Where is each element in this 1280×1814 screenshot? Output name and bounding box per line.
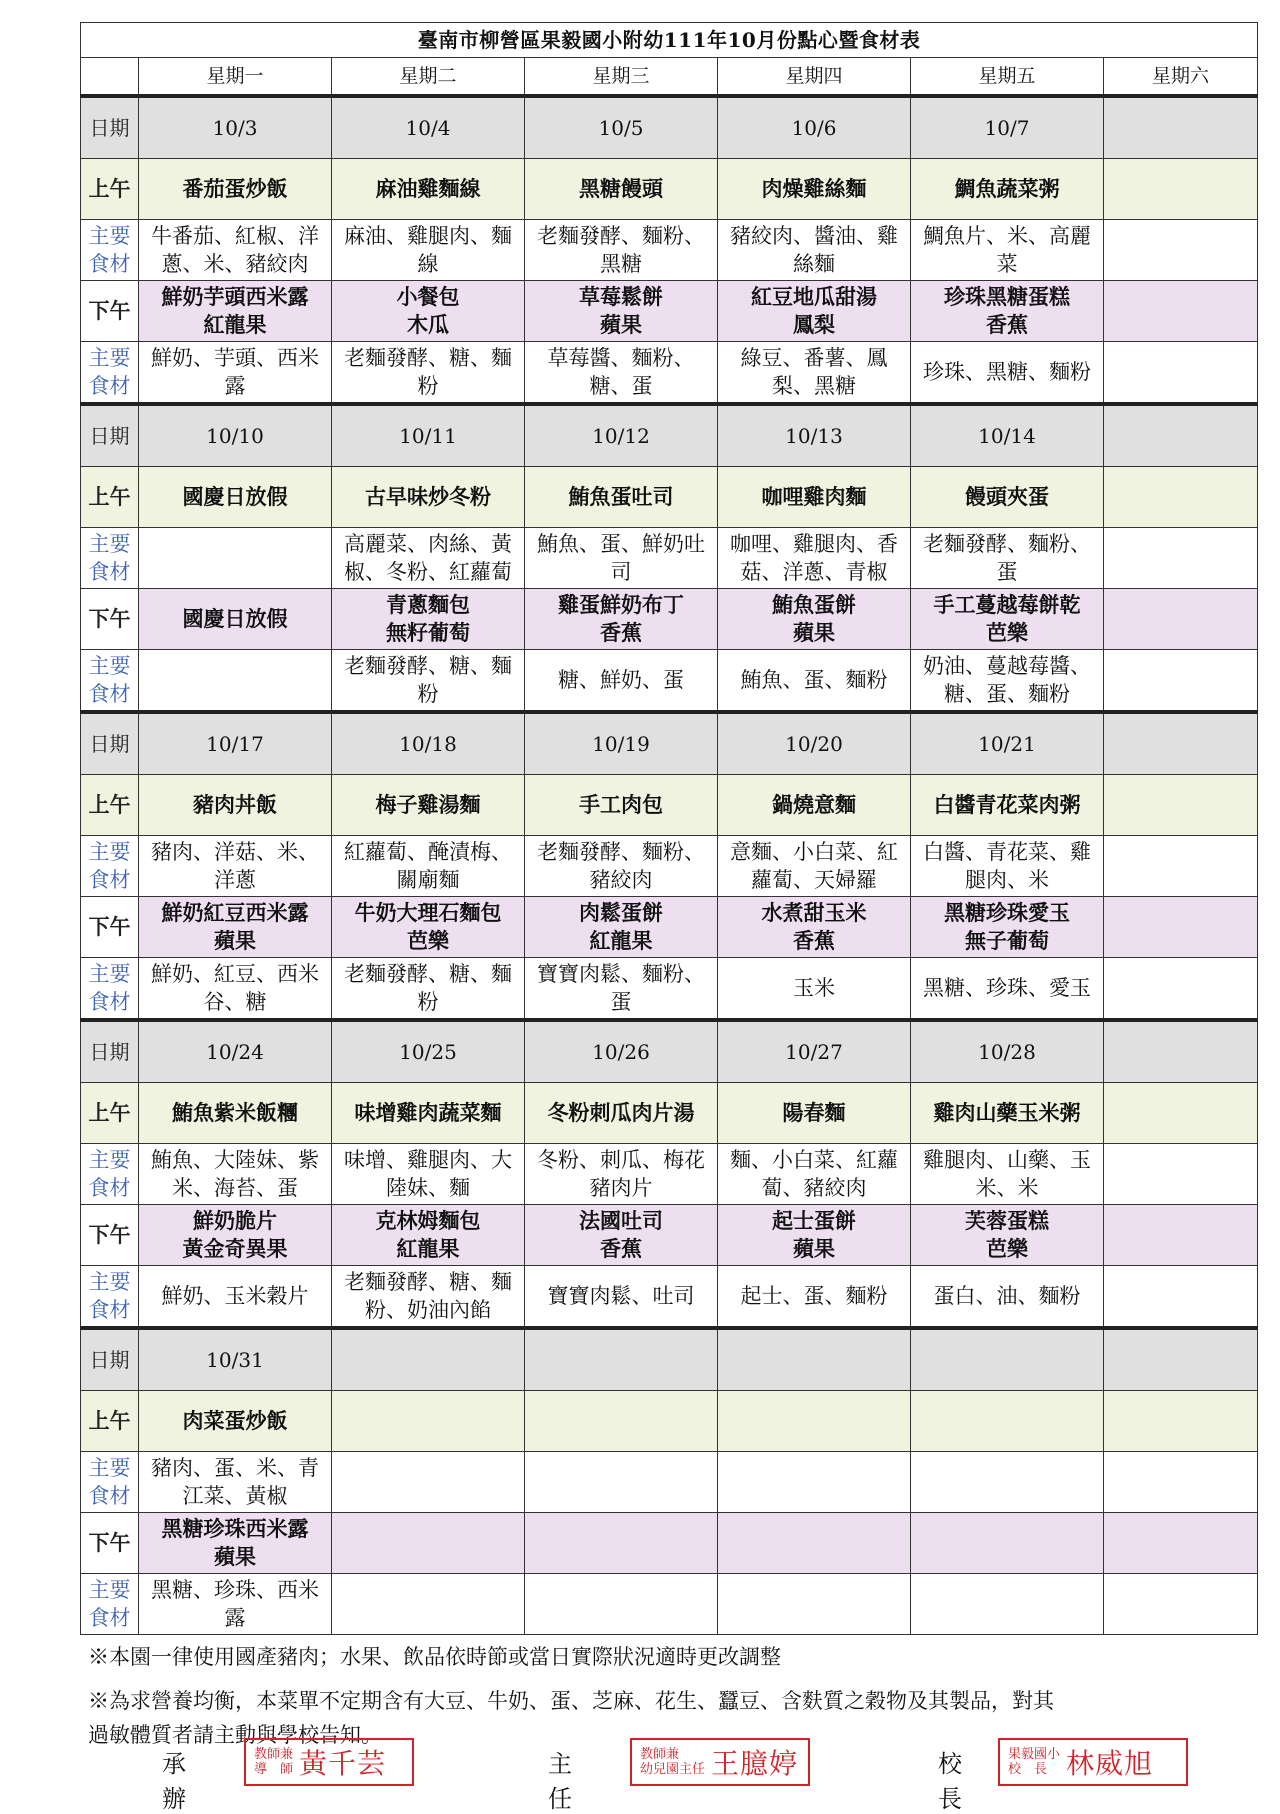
afternoon-ingredients-row <box>81 1574 1258 1635</box>
row-label-date: 日期 <box>81 1020 139 1083</box>
row-label-ingredients: 主要 食材 <box>81 958 139 1021</box>
row-label-date: 日期 <box>81 404 139 467</box>
ingredients-cell <box>1104 528 1258 589</box>
morning-snack-cell: 豬肉丼飯 <box>139 775 332 836</box>
date-cell <box>1104 1328 1258 1391</box>
date-cell: 10/3 <box>139 96 332 159</box>
morning-snack-cell: 咖哩雞肉麵 <box>718 467 911 528</box>
date-row <box>81 712 1258 775</box>
ingredients-cell: 草莓醬、麵粉、 糖、蛋 <box>525 342 718 405</box>
row-label-date: 日期 <box>81 1328 139 1391</box>
ingredients-cell: 牛番茄、紅椒、洋 蔥、米、豬絞肉 <box>139 220 332 281</box>
principal-seal: 果毅國小 校 長 林威旭 <box>998 1738 1188 1786</box>
ingredients-cell: 麵、小白菜、紅蘿 蔔、豬絞肉 <box>718 1144 911 1205</box>
morning-snack-cell <box>525 1391 718 1452</box>
afternoon-snack-cell <box>525 1513 718 1574</box>
afternoon-snack-cell: 黑糖珍珠愛玉 無子葡萄 <box>911 897 1104 958</box>
row-label-am: 上午 <box>81 1083 139 1144</box>
afternoon-snack-cell: 紅豆地瓜甜湯 鳳梨 <box>718 281 911 342</box>
ingredients-cell: 老麵發酵、麵粉、 豬絞肉 <box>525 836 718 897</box>
menu-notes <box>88 1640 1263 1752</box>
afternoon-snack-row <box>81 589 1258 650</box>
date-row <box>81 404 1258 467</box>
ingredients-cell <box>911 1452 1104 1513</box>
morning-snack-row <box>81 775 1258 836</box>
date-cell: 10/25 <box>332 1020 525 1083</box>
afternoon-snack-cell: 鮮奶脆片 黃金奇異果 <box>139 1205 332 1266</box>
ingredients-cell: 白醬、青花菜、雞 腿肉、米 <box>911 836 1104 897</box>
afternoon-snack-row <box>81 281 1258 342</box>
ingredients-cell <box>718 1452 911 1513</box>
signature-label: 校長 <box>938 1750 962 1813</box>
weekday-header: 星期五 <box>911 58 1104 97</box>
ingredients-cell: 鮪魚、大陸妹、紫 米、海苔、蛋 <box>139 1144 332 1205</box>
afternoon-snack-cell <box>911 1513 1104 1574</box>
morning-snack-row <box>81 159 1258 220</box>
snack-menu-table <box>80 22 1258 1635</box>
ingredients-cell: 豬肉、洋菇、米、 洋蔥 <box>139 836 332 897</box>
date-cell: 10/18 <box>332 712 525 775</box>
ingredients-cell <box>332 1452 525 1513</box>
weekday-header: 星期三 <box>525 58 718 97</box>
ingredients-cell: 冬粉、刺瓜、梅花 豬肉片 <box>525 1144 718 1205</box>
morning-snack-cell: 國慶日放假 <box>139 467 332 528</box>
note-allergen-cont: 過敏體質者請主動與學校告知。 <box>88 1723 382 1747</box>
morning-snack-cell <box>332 1391 525 1452</box>
ingredients-cell <box>1104 836 1258 897</box>
ingredients-cell: 意麵、小白菜、紅 蘿蔔、天婦羅 <box>718 836 911 897</box>
ingredients-cell: 鮪魚、蛋、麵粉 <box>718 650 911 713</box>
ingredients-cell: 老麵發酵、糖、麵 粉 <box>332 342 525 405</box>
afternoon-snack-cell: 黑糖珍珠西米露 蘋果 <box>139 1513 332 1574</box>
morning-snack-cell: 梅子雞湯麵 <box>332 775 525 836</box>
date-cell <box>332 1328 525 1391</box>
date-cell: 10/10 <box>139 404 332 467</box>
row-label-pm: 下午 <box>81 1205 139 1266</box>
ingredients-cell: 老麵發酵、糖、麵 粉 <box>332 650 525 713</box>
afternoon-snack-row <box>81 897 1258 958</box>
ingredients-cell: 高麗菜、肉絲、黃 椒、冬粉、紅蘿蔔 <box>332 528 525 589</box>
weekday-header: 星期一 <box>139 58 332 97</box>
ingredients-cell: 鮪魚、蛋、鮮奶吐 司 <box>525 528 718 589</box>
date-cell: 10/31 <box>139 1328 332 1391</box>
date-cell: 10/26 <box>525 1020 718 1083</box>
menu-title: 臺南市柳營區果毅國小附幼111年10月份點心暨食材表 <box>81 23 1258 58</box>
ingredients-cell <box>1104 650 1258 713</box>
date-row <box>81 1328 1258 1391</box>
date-cell <box>525 1328 718 1391</box>
afternoon-snack-cell: 芙蓉蛋糕 芭樂 <box>911 1205 1104 1266</box>
row-label-am: 上午 <box>81 775 139 836</box>
morning-ingredients-row <box>81 220 1258 281</box>
afternoon-ingredients-row <box>81 342 1258 405</box>
morning-snack-cell <box>1104 1391 1258 1452</box>
afternoon-snack-cell: 草莓鬆餅 蘋果 <box>525 281 718 342</box>
header-corner <box>81 58 139 97</box>
morning-snack-cell <box>718 1391 911 1452</box>
afternoon-snack-cell: 肉鬆蛋餅 紅龍果 <box>525 897 718 958</box>
row-label-date: 日期 <box>81 96 139 159</box>
ingredients-cell: 豬絞肉、醬油、雞 絲麵 <box>718 220 911 281</box>
morning-snack-cell: 饅頭夾蛋 <box>911 467 1104 528</box>
weekday-header: 星期六 <box>1104 58 1258 97</box>
date-cell: 10/21 <box>911 712 1104 775</box>
ingredients-cell <box>718 1574 911 1635</box>
afternoon-snack-cell: 水煮甜玉米 香蕉 <box>718 897 911 958</box>
row-label-am: 上午 <box>81 159 139 220</box>
morning-ingredients-row <box>81 1452 1258 1513</box>
afternoon-ingredients-row <box>81 1266 1258 1329</box>
afternoon-snack-cell <box>1104 589 1258 650</box>
row-label-ingredients: 主要 食材 <box>81 1574 139 1635</box>
row-label-am: 上午 <box>81 467 139 528</box>
ingredients-cell: 寶寶肉鬆、麵粉、 蛋 <box>525 958 718 1021</box>
ingredients-cell: 老麵發酵、糖、麵 粉 <box>332 958 525 1021</box>
ingredients-cell: 蛋白、油、麵粉 <box>911 1266 1104 1329</box>
weekday-header: 星期二 <box>332 58 525 97</box>
ingredients-cell: 鮮奶、玉米穀片 <box>139 1266 332 1329</box>
note-pork: ※本園一律使用國產豬肉；水果、飲品依時節或當日實際狀況適時更改調整 <box>88 1645 781 1669</box>
ingredients-cell: 老麵發酵、麵粉、 黑糖 <box>525 220 718 281</box>
ingredients-cell <box>1104 958 1258 1021</box>
date-cell: 10/7 <box>911 96 1104 159</box>
morning-snack-cell <box>1104 467 1258 528</box>
afternoon-snack-cell <box>1104 281 1258 342</box>
afternoon-ingredients-row <box>81 650 1258 713</box>
row-label-ingredients: 主要 食材 <box>81 342 139 405</box>
ingredients-cell <box>911 1574 1104 1635</box>
ingredients-cell: 味增、雞腿肉、大 陸妹、麵 <box>332 1144 525 1205</box>
afternoon-snack-cell <box>1104 1513 1258 1574</box>
afternoon-snack-cell: 牛奶大理石麵包 芭樂 <box>332 897 525 958</box>
afternoon-snack-cell <box>1104 897 1258 958</box>
ingredients-cell: 老麵發酵、麵粉、 蛋 <box>911 528 1104 589</box>
note-allergen: ※為求營養均衡，本菜單不定期含有大豆、牛奶、蛋、芝麻、花生、蠶豆、含麩質之穀物及其製品，對其 <box>88 1689 1054 1713</box>
row-label-pm: 下午 <box>81 897 139 958</box>
row-label-date: 日期 <box>81 712 139 775</box>
ingredients-cell <box>139 650 332 713</box>
ingredients-cell: 麻油、雞腿肉、麵 線 <box>332 220 525 281</box>
afternoon-snack-row <box>81 1205 1258 1266</box>
row-label-ingredients: 主要 食材 <box>81 220 139 281</box>
weekday-header: 星期四 <box>718 58 911 97</box>
morning-snack-cell: 雞肉山藥玉米粥 <box>911 1083 1104 1144</box>
row-label-ingredients: 主要 食材 <box>81 836 139 897</box>
morning-snack-cell: 陽春麵 <box>718 1083 911 1144</box>
row-label-am: 上午 <box>81 1391 139 1452</box>
afternoon-snack-cell: 青蔥麵包 無籽葡萄 <box>332 589 525 650</box>
ingredients-cell <box>332 1574 525 1635</box>
morning-snack-row <box>81 467 1258 528</box>
morning-snack-cell: 鯛魚蔬菜粥 <box>911 159 1104 220</box>
afternoon-snack-cell: 法國吐司 香蕉 <box>525 1205 718 1266</box>
ingredients-cell <box>1104 1574 1258 1635</box>
morning-snack-cell: 冬粉刺瓜肉片湯 <box>525 1083 718 1144</box>
afternoon-snack-cell: 小餐包 木瓜 <box>332 281 525 342</box>
morning-snack-row <box>81 1391 1258 1452</box>
date-cell: 10/14 <box>911 404 1104 467</box>
date-cell <box>1104 712 1258 775</box>
row-label-ingredients: 主要 食材 <box>81 1452 139 1513</box>
director-seal: 教師兼 幼兒園主任 王臆婷 <box>630 1738 810 1786</box>
ingredients-cell: 鮮奶、芋頭、西米 露 <box>139 342 332 405</box>
date-cell: 10/17 <box>139 712 332 775</box>
afternoon-snack-cell: 起士蛋餅 蘋果 <box>718 1205 911 1266</box>
ingredients-cell: 黑糖、珍珠、西米 露 <box>139 1574 332 1635</box>
ingredients-cell <box>1104 1144 1258 1205</box>
row-label-ingredients: 主要 食材 <box>81 528 139 589</box>
row-label-ingredients: 主要 食材 <box>81 650 139 713</box>
morning-snack-cell <box>1104 159 1258 220</box>
weekday-header-row <box>81 58 1258 97</box>
morning-snack-cell: 白醬青花菜肉粥 <box>911 775 1104 836</box>
ingredients-cell <box>525 1574 718 1635</box>
date-cell <box>718 1328 911 1391</box>
morning-snack-row <box>81 1083 1258 1144</box>
morning-snack-cell: 肉菜蛋炒飯 <box>139 1391 332 1452</box>
morning-ingredients-row <box>81 528 1258 589</box>
morning-ingredients-row <box>81 836 1258 897</box>
afternoon-snack-cell: 雞蛋鮮奶布丁 香蕉 <box>525 589 718 650</box>
afternoon-snack-cell: 鮮奶芋頭西米露 紅龍果 <box>139 281 332 342</box>
afternoon-snack-cell <box>718 1513 911 1574</box>
date-cell: 10/24 <box>139 1020 332 1083</box>
ingredients-cell <box>1104 342 1258 405</box>
date-cell <box>1104 96 1258 159</box>
afternoon-snack-cell: 鮪魚蛋餅 蘋果 <box>718 589 911 650</box>
ingredients-cell <box>139 528 332 589</box>
afternoon-snack-cell: 克林姆麵包 紅龍果 <box>332 1205 525 1266</box>
morning-snack-cell: 麻油雞麵線 <box>332 159 525 220</box>
afternoon-snack-cell <box>1104 1205 1258 1266</box>
date-cell: 10/27 <box>718 1020 911 1083</box>
ingredients-cell: 寶寶肉鬆、吐司 <box>525 1266 718 1329</box>
afternoon-snack-cell: 珍珠黑糖蛋糕 香蕉 <box>911 281 1104 342</box>
date-row <box>81 1020 1258 1083</box>
ingredients-cell: 糖、鮮奶、蛋 <box>525 650 718 713</box>
date-cell <box>1104 404 1258 467</box>
row-label-pm: 下午 <box>81 1513 139 1574</box>
morning-snack-cell: 黑糖饅頭 <box>525 159 718 220</box>
ingredients-cell: 起士、蛋、麵粉 <box>718 1266 911 1329</box>
signature-label: 主任 <box>548 1750 572 1813</box>
afternoon-snack-row <box>81 1513 1258 1574</box>
date-cell: 10/12 <box>525 404 718 467</box>
date-cell <box>1104 1020 1258 1083</box>
ingredients-cell: 老麵發酵、糖、麵 粉、奶油內餡 <box>332 1266 525 1329</box>
date-cell: 10/5 <box>525 96 718 159</box>
ingredients-cell: 鮮奶、紅豆、西米 谷、糖 <box>139 958 332 1021</box>
ingredients-cell <box>1104 1452 1258 1513</box>
ingredients-cell: 奶油、蔓越莓醬、 糖、蛋、麵粉 <box>911 650 1104 713</box>
ingredients-cell: 綠豆、番薯、鳳 梨、黑糖 <box>718 342 911 405</box>
morning-snack-cell: 番茄蛋炒飯 <box>139 159 332 220</box>
morning-snack-cell: 肉燥雞絲麵 <box>718 159 911 220</box>
afternoon-snack-cell: 國慶日放假 <box>139 589 332 650</box>
row-label-ingredients: 主要 食材 <box>81 1266 139 1329</box>
date-cell: 10/28 <box>911 1020 1104 1083</box>
morning-snack-cell <box>1104 775 1258 836</box>
afternoon-ingredients-row <box>81 958 1258 1021</box>
morning-snack-cell: 鮪魚紫米飯糰 <box>139 1083 332 1144</box>
ingredients-cell: 雞腿肉、山藥、玉 米、米 <box>911 1144 1104 1205</box>
ingredients-cell <box>1104 220 1258 281</box>
afternoon-snack-cell <box>332 1513 525 1574</box>
row-label-ingredients: 主要 食材 <box>81 1144 139 1205</box>
row-label-pm: 下午 <box>81 281 139 342</box>
signature-label: 承辦 <box>162 1750 186 1813</box>
ingredients-cell: 咖哩、雞腿肉、香 菇、洋蔥、青椒 <box>718 528 911 589</box>
row-label-pm: 下午 <box>81 589 139 650</box>
ingredients-cell <box>1104 1266 1258 1329</box>
morning-snack-cell: 鮪魚蛋吐司 <box>525 467 718 528</box>
ingredients-cell: 鯛魚片、米、高麗 菜 <box>911 220 1104 281</box>
ingredients-cell: 珍珠、黑糖、麵粉 <box>911 342 1104 405</box>
afternoon-snack-cell: 手工蔓越莓餅乾 芭樂 <box>911 589 1104 650</box>
morning-snack-cell: 味增雞肉蔬菜麵 <box>332 1083 525 1144</box>
morning-ingredients-row <box>81 1144 1258 1205</box>
afternoon-snack-cell: 鮮奶紅豆西米露 蘋果 <box>139 897 332 958</box>
ingredients-cell: 豬肉、蛋、米、青 江菜、黃椒 <box>139 1452 332 1513</box>
date-cell: 10/19 <box>525 712 718 775</box>
date-cell: 10/11 <box>332 404 525 467</box>
date-cell: 10/20 <box>718 712 911 775</box>
morning-snack-cell: 古早味炒冬粉 <box>332 467 525 528</box>
morning-snack-cell: 手工肉包 <box>525 775 718 836</box>
ingredients-cell: 紅蘿蔔、醃漬梅、 關廟麵 <box>332 836 525 897</box>
ingredients-cell <box>525 1452 718 1513</box>
morning-snack-cell: 鍋燒意麵 <box>718 775 911 836</box>
handler-seal: 教師兼 導 師 黃千芸 <box>244 1738 414 1786</box>
date-cell: 10/6 <box>718 96 911 159</box>
morning-snack-cell <box>911 1391 1104 1452</box>
date-cell: 10/4 <box>332 96 525 159</box>
ingredients-cell: 黑糖、珍珠、愛玉 <box>911 958 1104 1021</box>
ingredients-cell: 玉米 <box>718 958 911 1021</box>
morning-snack-cell <box>1104 1083 1258 1144</box>
date-cell <box>911 1328 1104 1391</box>
date-cell: 10/13 <box>718 404 911 467</box>
date-row <box>81 96 1258 159</box>
